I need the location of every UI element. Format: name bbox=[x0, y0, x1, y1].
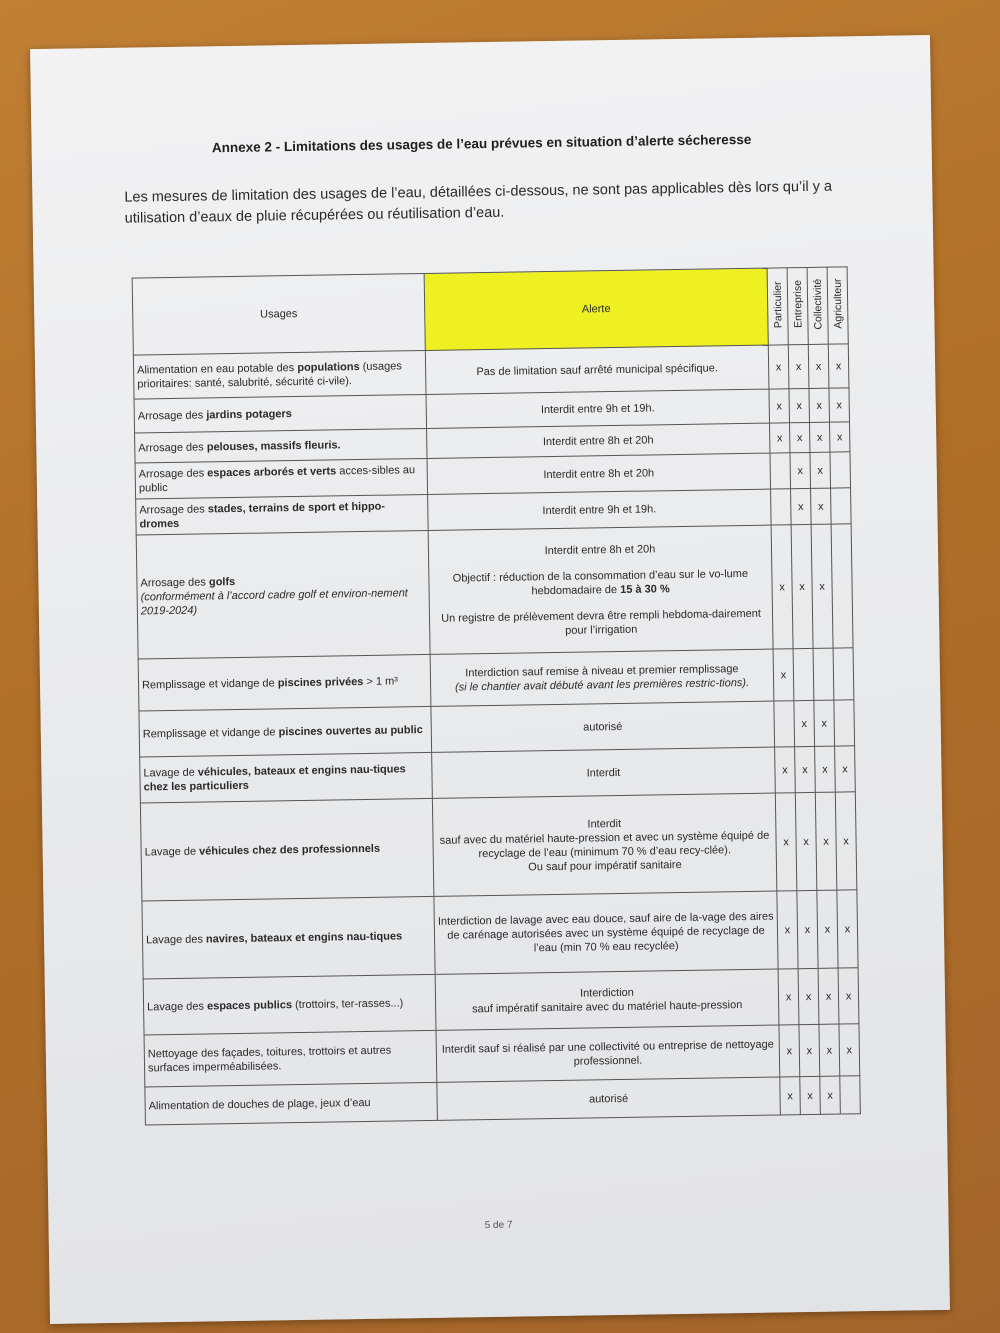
header-alerte: Alerte bbox=[424, 268, 768, 350]
usage-text: Arrosage des bbox=[137, 408, 207, 422]
mark-collectivite: x bbox=[810, 452, 831, 488]
alerte-cell bbox=[435, 969, 779, 1030]
alerte-cell bbox=[432, 793, 776, 896]
usage-text: Arrosage des bbox=[139, 502, 208, 516]
usage-text: Lavage de bbox=[143, 766, 198, 779]
alerte-text: Interdiction de lavage avec eau douce, sauf aire de la-vage des aires de carénage autorisées avec un système équipé de recyclage de l’eau (min 70 % eau recyclée) bbox=[437, 910, 774, 954]
alerte-cell bbox=[432, 747, 776, 798]
mark-collectivite: x bbox=[815, 792, 837, 890]
page-number: 5 de 7 bbox=[484, 1219, 513, 1232]
mark-particulier bbox=[771, 489, 792, 525]
usage-bold-text: pelouses, massifs fleuris. bbox=[206, 438, 341, 453]
annex-title: Annexe 2 - Limitations des usages de l’eau prévues en situation d’alerte sécheresse bbox=[211, 131, 752, 156]
usage-text: Remplissage et vidange de bbox=[141, 676, 278, 691]
usage-bold-text: véhicules chez des professionnels bbox=[199, 842, 381, 858]
usage-cell bbox=[139, 706, 432, 757]
alerte-cell bbox=[426, 389, 769, 428]
usage-cell bbox=[143, 974, 436, 1035]
header-collectivite bbox=[807, 267, 828, 344]
mark-agriculteur bbox=[834, 700, 855, 746]
water-usage-table bbox=[132, 266, 861, 1125]
mark-agriculteur: x bbox=[835, 746, 856, 792]
table-header-row bbox=[132, 267, 848, 355]
alerte-text: Interdit entre 8h et 20h bbox=[542, 433, 654, 448]
usage-text: Arrosage des bbox=[140, 575, 210, 589]
table-row bbox=[136, 524, 853, 659]
mark-entreprise: x bbox=[790, 422, 810, 452]
mark-particulier: x bbox=[769, 389, 790, 423]
mark-collectivite: x bbox=[808, 344, 829, 388]
mark-agriculteur bbox=[831, 524, 853, 648]
intro-paragraph: Les mesures de limitation des usages de l’eau, détaillées ci-dessous, ne sont pas applicables dès lors qu’il y a utilisation d’eaux de pluie récupérées ou réutilisation d’eau. bbox=[124, 178, 833, 227]
header-particulier bbox=[767, 268, 788, 345]
usage-cell bbox=[136, 530, 430, 659]
usage-bold-text: espaces publics bbox=[206, 998, 293, 1012]
mark-collectivite: x bbox=[815, 746, 836, 792]
mark-particulier bbox=[774, 701, 795, 747]
mark-collectivite: x bbox=[820, 1076, 841, 1114]
mark-agriculteur bbox=[831, 488, 852, 524]
usage-cell bbox=[135, 458, 428, 499]
mark-agriculteur bbox=[840, 1076, 861, 1114]
usage-bold-text: véhicules, bateaux et engins nau-tiques chez les particuliers bbox=[143, 762, 406, 793]
mark-entreprise: x bbox=[799, 1024, 820, 1076]
mark-particulier bbox=[770, 453, 791, 489]
usage-bold-text: populations bbox=[297, 360, 360, 374]
alerte-cell bbox=[437, 1077, 781, 1120]
mark-entreprise bbox=[793, 648, 814, 700]
mark-agriculteur bbox=[833, 648, 854, 700]
header-agriculteur bbox=[827, 267, 848, 344]
mark-entreprise: x bbox=[800, 1076, 821, 1114]
mark-particulier: x bbox=[770, 423, 790, 453]
alerte-text: Interdiction bbox=[579, 986, 634, 1000]
alerte-text: Interdit entre 8h et 20h bbox=[543, 466, 655, 481]
alerte-cell bbox=[425, 345, 769, 394]
alerte-text: Interdiction sauf remise à niveau et premier remplissage bbox=[465, 662, 739, 679]
usage-text-suffix: acces-sibles au public bbox=[138, 463, 416, 494]
mark-collectivite: x bbox=[814, 700, 835, 746]
alerte-sanitary-text: Ou sauf pour impératif sanitaire bbox=[528, 858, 682, 873]
alerte-cell bbox=[430, 649, 774, 706]
alerte-cell bbox=[428, 525, 773, 654]
alerte-text: Interdit entre 8h et 20h bbox=[544, 542, 656, 557]
usage-text-suffix: (trottoirs, ter-rasses...) bbox=[291, 996, 404, 1011]
usage-italic-note: (conformément à l’accord cadre golf et environ-nement 2019-2024) bbox=[140, 586, 408, 617]
alerte-italic-note: (si le chantier avait débuté avant les premières restric-tions). bbox=[454, 676, 750, 694]
alerte-text: Pas de limitation sauf arrêté municipal spécifique. bbox=[476, 361, 718, 378]
mark-particulier: x bbox=[779, 1025, 800, 1077]
alerte-text: Interdit sauf si réalisé par une collectivité ou entreprise de nettoyage professionnel. bbox=[441, 1038, 774, 1068]
mark-agriculteur bbox=[830, 452, 851, 488]
usage-cell bbox=[140, 798, 434, 901]
usage-text: Alimentation en eau potable des bbox=[137, 361, 298, 377]
mark-agriculteur: x bbox=[829, 422, 849, 452]
usage-text: Arrosage des bbox=[138, 440, 207, 454]
header-entreprise-label: Entreprise bbox=[791, 280, 805, 329]
mark-collectivite: x bbox=[819, 1024, 840, 1076]
mark-collectivite: x bbox=[811, 524, 833, 648]
mark-agriculteur: x bbox=[837, 890, 858, 968]
mark-particulier: x bbox=[780, 1077, 801, 1115]
usage-cell bbox=[138, 654, 431, 711]
usage-text: Arrosage des bbox=[138, 466, 208, 480]
usage-bold-text: stades, terrains de sport et hippo-dromes bbox=[139, 500, 386, 530]
usage-text-suffix: > 1 m³ bbox=[363, 674, 399, 688]
alerte-cell bbox=[431, 701, 775, 752]
usage-cell bbox=[145, 1082, 438, 1125]
mark-particulier: x bbox=[775, 747, 796, 793]
usage-text: Nettoyage des façades, toitures, trottoirs et autres surfaces imperméabilisées. bbox=[147, 1044, 392, 1074]
mark-entreprise: x bbox=[790, 452, 811, 488]
header-usages: Usages bbox=[132, 273, 425, 355]
usage-bold-text: piscines ouvertes au public bbox=[278, 723, 423, 738]
mark-particulier: x bbox=[771, 525, 793, 649]
paper-sheet bbox=[30, 35, 950, 1324]
alerte-text: Interdit entre 9h et 19h. bbox=[542, 502, 657, 517]
usage-bold-text: golfs bbox=[208, 575, 236, 588]
mark-collectivite: x bbox=[809, 388, 830, 422]
usage-bold-text: navires, bateaux et engins nau-tiques bbox=[205, 929, 403, 945]
alerte-text: Interdit bbox=[587, 817, 622, 830]
alerte-cell bbox=[434, 891, 778, 974]
alerte-cell bbox=[428, 489, 772, 530]
header-agriculteur-label: Agriculteur bbox=[831, 278, 845, 329]
mark-agriculteur: x bbox=[839, 1024, 860, 1076]
mark-particulier: x bbox=[768, 345, 789, 389]
usage-bold-text: jardins potagers bbox=[206, 407, 292, 421]
usage-bold-text: piscines privées bbox=[277, 675, 364, 689]
usage-text: Alimentation de douches de plage, jeux d’eau bbox=[148, 1096, 371, 1112]
usage-bold-text: espaces arborés et verts bbox=[207, 464, 337, 479]
alerte-text: autorisé bbox=[583, 720, 623, 734]
alerte-text: Interdit bbox=[586, 766, 621, 779]
mark-entreprise: x bbox=[788, 344, 809, 388]
usage-cell bbox=[136, 494, 429, 535]
alerte-text: autorisé bbox=[588, 1092, 629, 1105]
mark-entreprise: x bbox=[789, 388, 810, 422]
usage-cell bbox=[133, 350, 426, 399]
alerte-exception-text: sauf avec du matériel haute-pression et avec un système équipé de recyclage de l’eau (minimum 70 % d’eau recy-clée). bbox=[439, 829, 770, 860]
usage-cell bbox=[144, 1030, 437, 1087]
usage-text: Remplissage et vidange de bbox=[142, 725, 279, 740]
mark-particulier: x bbox=[777, 891, 798, 969]
mark-collectivite bbox=[813, 648, 834, 700]
table-row bbox=[140, 792, 856, 901]
alerte-objective-value: 15 à 30 % bbox=[620, 582, 670, 596]
mark-entreprise: x bbox=[794, 700, 815, 746]
usage-text: Lavage de bbox=[144, 845, 200, 858]
mark-entreprise: x bbox=[797, 890, 818, 968]
alerte-cell bbox=[427, 453, 771, 494]
usage-cell bbox=[135, 428, 427, 463]
header-entreprise bbox=[787, 267, 808, 344]
header-collectivite-label: Collectivité bbox=[811, 278, 825, 330]
mark-entreprise: x bbox=[791, 524, 813, 648]
mark-entreprise: x bbox=[798, 968, 819, 1024]
usage-text: Lavage des bbox=[147, 999, 208, 1013]
alerte-cell bbox=[436, 1025, 780, 1082]
mark-collectivite: x bbox=[811, 488, 832, 524]
usage-cell bbox=[142, 896, 435, 979]
header-particulier-label: Particulier bbox=[771, 280, 785, 328]
mark-agriculteur: x bbox=[828, 344, 849, 388]
mark-agriculteur: x bbox=[829, 388, 850, 422]
mark-collectivite: x bbox=[818, 968, 839, 1024]
mark-agriculteur: x bbox=[838, 968, 859, 1024]
alerte-exception-text: sauf impératif sanitaire avec du matériel haute-pression bbox=[471, 998, 743, 1015]
mark-collectivite: x bbox=[817, 890, 838, 968]
alerte-register-text: Un registre de prélèvement devra être rempli hebdoma-dairement pour l’irrigation bbox=[441, 607, 761, 637]
mark-particulier: x bbox=[775, 793, 797, 891]
mark-entreprise: x bbox=[791, 488, 812, 524]
table-row bbox=[142, 890, 858, 979]
usage-cell bbox=[140, 752, 433, 803]
mark-collectivite: x bbox=[810, 422, 830, 452]
alerte-text: Interdit entre 9h et 19h. bbox=[540, 401, 655, 416]
mark-particulier: x bbox=[778, 969, 799, 1025]
alerte-objective-text: Objectif : réduction de la consommation d’eau sur le vo-lume hebdomadaire de bbox=[452, 567, 749, 597]
usage-text-suffix: (usages prioritaires: santé, salubrité, sécurité ci-vile). bbox=[137, 359, 402, 391]
mark-agriculteur: x bbox=[835, 792, 857, 890]
usage-text: Lavage des bbox=[145, 932, 207, 946]
mark-entreprise: x bbox=[795, 746, 816, 792]
mark-entreprise: x bbox=[795, 792, 817, 890]
mark-particulier: x bbox=[773, 649, 794, 701]
usage-cell bbox=[134, 394, 426, 433]
